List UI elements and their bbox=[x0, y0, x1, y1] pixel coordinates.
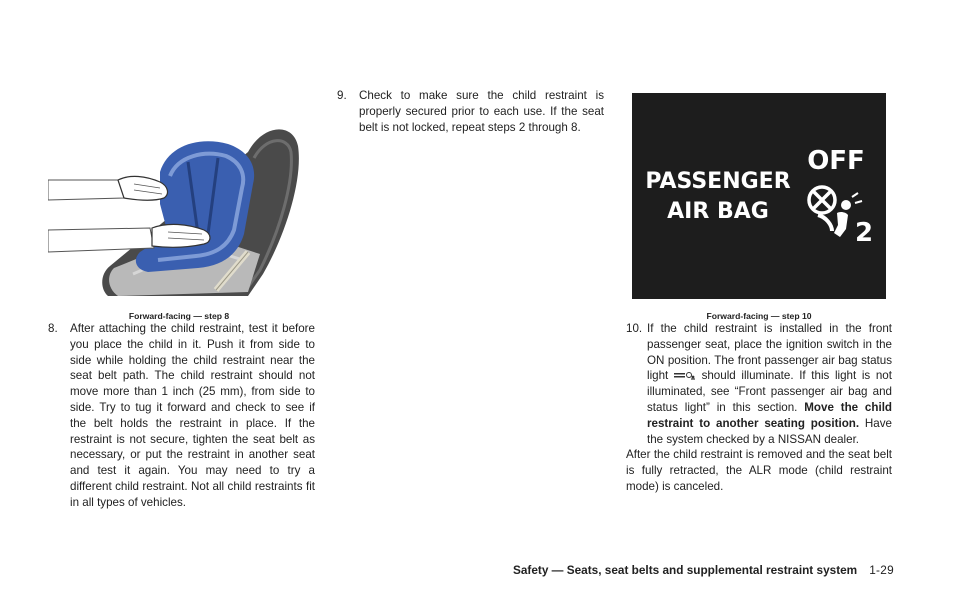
step-text: Check to make sure the child restraint is properly secured prior to each use. If the seat belt is not locked, repeat steps 2 through 8. bbox=[359, 89, 604, 134]
after-paragraph: After the child restraint is removed and the seat belt is fully retracted, the ALR mode (child restraint mode) is canceled. bbox=[626, 448, 892, 493]
step-number: 9. bbox=[337, 89, 347, 102]
step-number: 8. bbox=[48, 322, 58, 335]
step-text-b: should illuminate. If this light is not illuminated, see “Front passenger air bag and status light” in this section. bbox=[647, 369, 892, 414]
step-10 bbox=[626, 321, 892, 495]
page-footer bbox=[400, 563, 894, 577]
step-text-a: If the child restraint is installed in the front passenger seat, place the ignition switch in the ON position. The front passenger air bag status light bbox=[647, 322, 892, 383]
figure-caption-step10: Forward-facing — step 10 bbox=[706, 311, 812, 321]
passenger-airbag-off-icon bbox=[632, 93, 886, 299]
passenger-airbag-off-panel bbox=[632, 93, 886, 299]
panel-text-passenger: PASSENGER bbox=[645, 169, 791, 194]
figure-caption-step8: Forward-facing — step 8 bbox=[128, 311, 230, 321]
child-seat-illustration bbox=[48, 84, 310, 302]
panel-text-air-bag: AIR BAG bbox=[667, 199, 769, 224]
footer-section-title: Safety — Seats, seat belts and supplemental restraint system bbox=[512, 563, 858, 577]
step-text bbox=[647, 321, 892, 447]
step-number: 10. bbox=[626, 322, 643, 335]
panel-text-off: OFF bbox=[807, 146, 865, 176]
step-8 bbox=[48, 321, 315, 511]
step-text-c: Have the system checked by a NISSAN dealer. bbox=[647, 416, 892, 446]
airbag-status-light-icon bbox=[674, 371, 696, 381]
step-text-bold: Move the child restraint to another seating position. bbox=[647, 400, 892, 430]
step-9 bbox=[337, 88, 604, 135]
page-number: 1-29 bbox=[869, 563, 894, 577]
step-text: After attaching the child restraint, test it before you place the child in it. Push it from side to side while holding the child restraint near the seat belt path. The child restraint should not move more than 1 inch (25 mm), from side to side. Try to tug it forward and check to see if the belt holds the restraint in place. If the restraint is not secure, tighten the seat belt as necessary, or put the restraint in another seat and test it again. You may need to try a different child restraint. Not all child restraints fit in all types of vehicles. bbox=[70, 322, 315, 509]
panel-number: 2 bbox=[854, 218, 874, 248]
